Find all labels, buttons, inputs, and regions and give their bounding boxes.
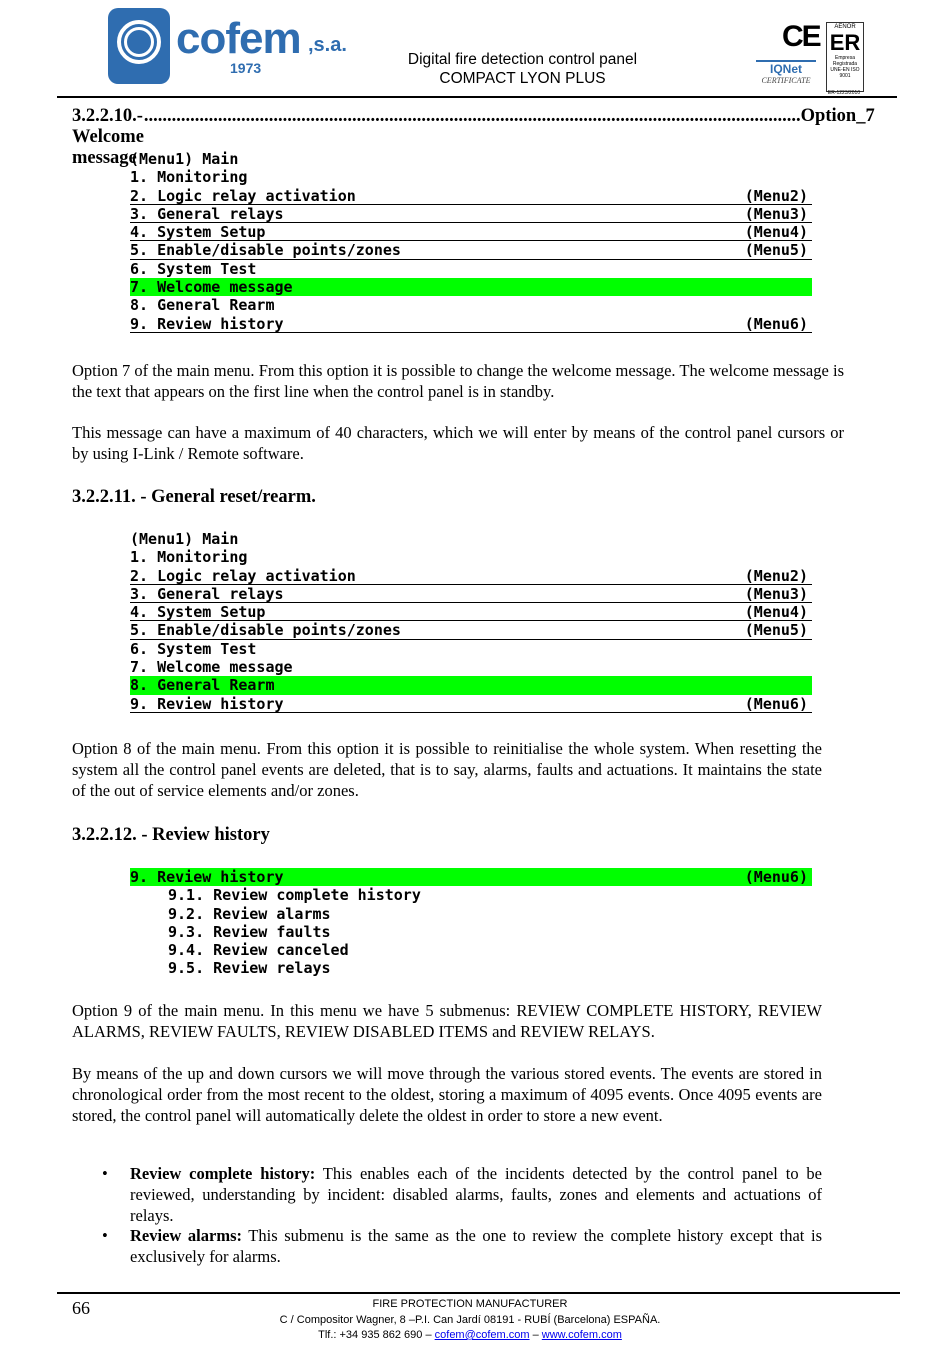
menu-row: 9.4. Review canceled [168, 941, 349, 960]
menu-row: 6. System Test [130, 639, 257, 658]
bullet-icon: • [102, 1226, 108, 1246]
menu-row: 1. Monitoring [130, 548, 248, 567]
aenor-sub1: Empresa [834, 55, 855, 61]
company-logo [108, 8, 353, 90]
menu-row: 9.5. Review relays [168, 959, 331, 978]
paragraph: By means of the up and down cursors we will move through the various stored events. The events are stored in chronological order from the most recent to the oldest, storing a maximum of 4095 events. Once 4095 events are stored, the control panel will automatically delete the oldest in order to store a new event. [72, 1064, 822, 1125]
footer-separator: – [529, 1329, 542, 1341]
aenor-mark: ER [829, 30, 861, 55]
aenor-top: AENOR [834, 24, 856, 30]
menu-row: 9.1. Review complete history [168, 886, 421, 905]
bullet-list [72, 1164, 822, 1268]
menu-row: 3. General relays (Menu3) [130, 585, 812, 603]
paragraph: Option 9 of the main menu. In this menu we have 5 submenus: REVIEW COMPLETE HISTORY, REVIEW ALARMS, REVIEW FAULTS, REVIEW DISABLED ITEMS and REVIEW RELAYS. [72, 1001, 822, 1041]
menu-row: 4. System Setup (Menu4) [130, 223, 812, 241]
menu-row: 9. Review history (Menu6) [130, 695, 812, 713]
footer-line1: FIRE PROTECTION MANUFACTURER [372, 1298, 568, 1310]
paragraph: This message can have a maximum of 40 characters, which we will enter by means of the control panel cursors or by using I-Link / Remote software. [72, 423, 844, 463]
menu-row: (Menu1) Main [130, 530, 239, 548]
heading-option: Option_7 [800, 106, 875, 126]
lcd-menu-welcome [130, 150, 812, 333]
menu-row-selected: 7. Welcome message [130, 278, 812, 296]
iqnet-certificate-logo [756, 60, 816, 90]
menu-row: (Menu1) Main [130, 150, 239, 168]
heading-leader-dots: .............................................................................................................................................. [143, 106, 801, 126]
page-number: 66 [72, 1298, 90, 1318]
menu-row: 3. General relays (Menu3) [130, 205, 812, 223]
logo-emblem-icon [108, 8, 170, 84]
bullet-icon: • [102, 1164, 108, 1183]
ce-mark-icon: CE [782, 20, 820, 53]
iqnet-sub: CERTIFICATE [761, 76, 811, 85]
footer-line2: C / Compositor Wagner, 8 –P.I. Can Jardí 08191 - RUBÍ (Barcelona) ESPAÑA. [279, 1313, 661, 1326]
bullet-term: Review alarms: [130, 1226, 242, 1246]
menu-row: 1. Monitoring [130, 168, 248, 187]
paragraph: Option 8 of the main menu. From this option it is possible to reinitialise the whole system. When resetting the system all the control panel events are deleted, that is to say, alarms, faults and actuations. It maintains the state of the out of service elements and/or zones. [72, 739, 822, 800]
menu-row: 9. Review history (Menu6) [130, 315, 812, 333]
menu-row: 7. Welcome message [130, 658, 293, 677]
list-item [72, 1226, 822, 1268]
bullet-text: This submenu is the same as the one to review the complete history except that is exclusively for alarms. [130, 1226, 822, 1267]
header-divider [57, 96, 897, 98]
aenor-std: UNE-EN ISO 9001 [830, 67, 860, 79]
footer-phone: Tlf.: +34 935 862 690 – [318, 1329, 435, 1341]
menu-row: 2. Logic relay activation (Menu2) [130, 567, 812, 585]
menu-row: 6. System Test [130, 259, 257, 278]
section-heading-general-reset: 3.2.2.11. - General reset/rearm. [72, 487, 316, 507]
bullet-text: This enables each of the incidents detected by the control panel to be reviewed, understanding by incident: disabled alarms, faults, zones and elements and actuations of relays. [130, 1164, 822, 1225]
email-link[interactable]: cofem@cofem.com [434, 1329, 530, 1341]
document-title [380, 50, 665, 88]
menu-row-selected: 9. Review history (Menu6) [130, 868, 812, 886]
menu-row: 9.2. Review alarms [168, 904, 331, 923]
menu-row-selected: 8. General Rearm [130, 676, 812, 694]
logo-suffix: ,s.a. [308, 34, 347, 56]
menu-row: 9.3. Review faults [168, 922, 331, 941]
aenor-certificate-logo [826, 22, 864, 92]
menu-row: 5. Enable/disable points/zones (Menu5) [130, 621, 812, 639]
logo-year: 1973 [230, 60, 262, 76]
footer-line3 [220, 1328, 720, 1344]
logo-name: cofem [176, 14, 301, 63]
bullet-term: Review complete history: [130, 1164, 316, 1183]
menu-row: 4. System Setup (Menu4) [130, 603, 812, 621]
website-link[interactable]: www.cofem.com [541, 1329, 622, 1341]
footer-divider [57, 1292, 900, 1294]
menu-row: 5. Enable/disable points/zones (Menu5) [130, 241, 812, 259]
section-heading-review-history: 3.2.2.12. - Review history [72, 825, 270, 845]
document-title-line2: COMPACT LYON PLUS [439, 70, 606, 87]
menu-row: 8. General Rearm [130, 296, 275, 315]
lcd-menu-review [130, 868, 812, 978]
paragraph: Option 7 of the main menu. From this option it is possible to change the welcome message. The welcome message is the text that appears on the first line when the control panel is in standby. [72, 361, 844, 401]
aenor-sub2: Registrada [832, 61, 858, 67]
lcd-menu-rearm [130, 530, 812, 713]
list-item [72, 1164, 822, 1226]
aenor-code: ER-1223/2010 [827, 90, 861, 96]
heading-title: 3.2.2.10.- Welcome message [72, 106, 144, 168]
menu-row: 2. Logic relay activation (Menu2) [130, 187, 812, 205]
footer [220, 1297, 720, 1344]
document-title-line1: Digital fire detection control panel [407, 51, 638, 68]
iqnet-name: IQNet [756, 60, 816, 76]
